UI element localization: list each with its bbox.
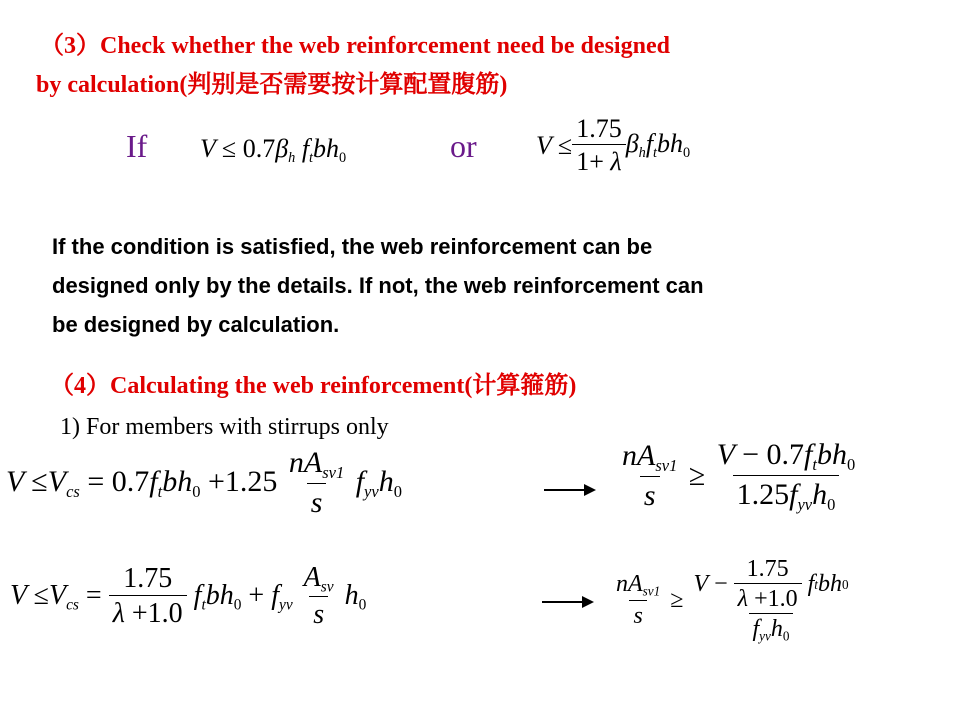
formula1-rhs-num-coef: 0.7	[766, 438, 805, 471]
formula1-left: $V \le V_{cs} = 0.7f_tbh_0 +1.25$ $\frac{nA_{sv1}}{s}$ $f_{yv}h_0$	[6, 446, 402, 519]
if-word: If	[126, 128, 148, 164]
condition-formula-2: V ≤ $\frac{1.75}{1+ \lambda}$ $\beta_hf_tbh_0$	[536, 114, 691, 176]
section3-heading-line1: （3）Check whether the web reinforcement need be designed	[40, 33, 670, 59]
formula2-right-fraction-lhs: $\frac{nA_{sv1}}{s}$	[616, 571, 661, 629]
formula2-coef-num: 1.75	[123, 563, 173, 595]
explanation-line2: designed only by the details. If not, the web reinforcement can	[52, 273, 704, 298]
fraction-175-over-1-lambda: $\frac{1.75}{1+ \lambda}$	[572, 114, 626, 177]
formula1-right-fraction-lhs: $\frac{nA_{sv1}}{s}$	[622, 439, 678, 513]
formula2-left: $V \le V_{cs}$ = $\frac{1.75}{\lambda +1.0}$ $f_tbh_0 + f_{yv}$ $\frac{A_{sv}}{s}$ $h_0$	[10, 562, 367, 631]
formula2-coef-den: 1.0	[147, 598, 183, 630]
formula2-right-fraction-rhs: V − $\frac{1.75}{\lambda +1.0}$ f t bh 0 $f_{yv}h_0$	[693, 556, 849, 644]
coef-1-75: 1.75	[576, 114, 622, 143]
explanation-line1: If the condition is satisfied, the web reinforcement can be	[52, 234, 653, 259]
formula1-rhs-den-coef: 1.25	[736, 477, 790, 511]
arrow-icon	[544, 489, 594, 491]
condition-formula-1: $V \le 0.7\beta_h$ $f_tbh_0$	[200, 134, 347, 166]
section4-heading: （4）Calculating the web reinforcement(计算箍筋)	[50, 373, 577, 399]
arrow-icon	[542, 601, 592, 603]
formula2-right-inner-fraction: $\frac{1.75}{\lambda +1.0}$	[734, 556, 802, 613]
explanation-line3: be designed by calculation.	[52, 312, 340, 337]
section4-subtitle: 1) For members with stirrups only	[60, 414, 389, 440]
denominator-1-plus: 1+	[576, 147, 604, 176]
formula1-coef-a: 0.7	[111, 464, 150, 498]
section3-heading-line2: by calculation(判别是否需要按计算配置腹筋)	[36, 72, 508, 98]
or-word: or	[450, 128, 477, 164]
formula1-right: $\frac{nA_{sv1}}{s}$ ≥ $\frac{V - 0.7f_tbh_0}{1.25f_{yv}h_0}$	[618, 438, 859, 515]
coef-0-7: 0.7	[242, 134, 276, 163]
formula2-rhs-coef-den: 1.0	[767, 586, 798, 612]
formula1-fraction-nasv1-s: $\frac{nA_{sv1}}{s}$	[288, 446, 345, 519]
formula2-rhs-coef-num: 1.75	[746, 556, 789, 582]
formula2-right: $\frac{nA_{sv1}}{s}$ ≥ V − $\frac{1.75}{\lambda +1.0}$ f t bh 0 $f_{yv}h_0$	[612, 556, 853, 645]
formula2-fraction-175: $\frac{1.75}{\lambda +1.0}$	[109, 563, 187, 630]
formula1-right-fraction-rhs: $\frac{V - 0.7f_tbh_0}{1.25f_{yv}h_0}$	[716, 438, 856, 514]
formula1-coef-b: 1.25	[224, 464, 278, 498]
formula2-fraction-asv-s: $\frac{A_{sv}}{s}$	[303, 562, 334, 631]
